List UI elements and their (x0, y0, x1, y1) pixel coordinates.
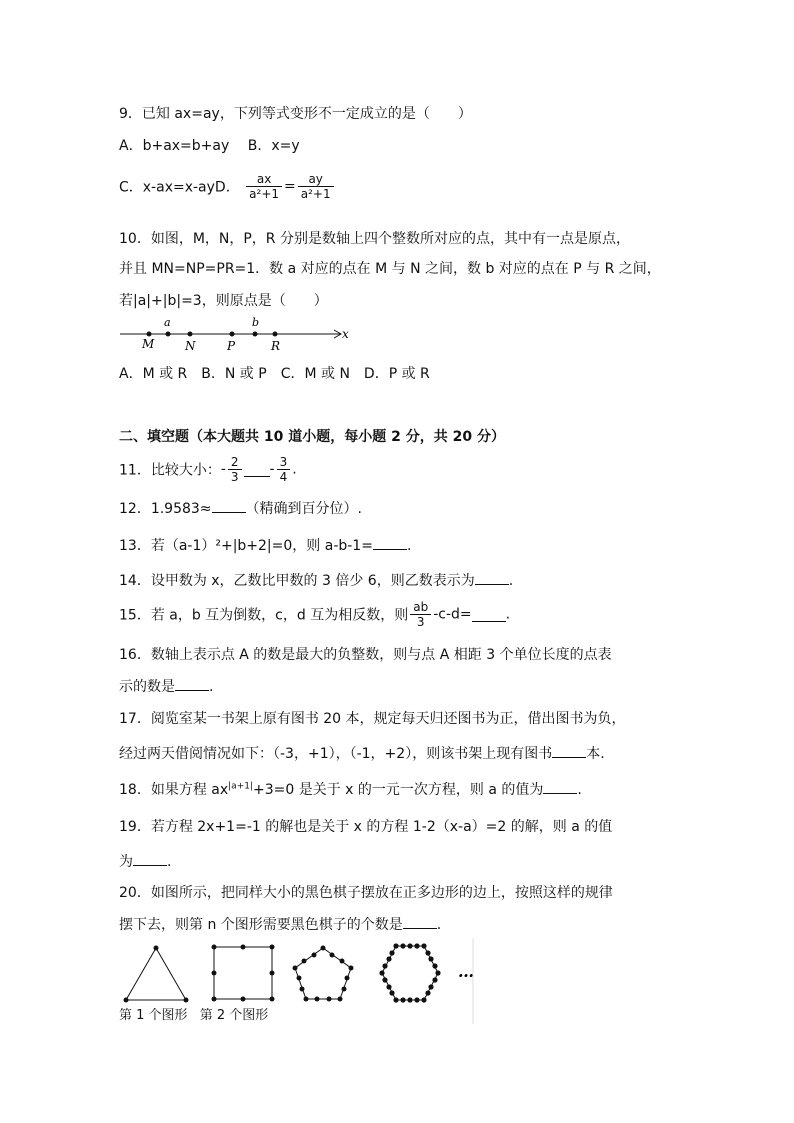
q14-suffix: . (508, 573, 514, 589)
q11-prefix: 11．比较大小： (119, 462, 221, 479)
q12-suffix: （精确到百分位）. (245, 501, 362, 517)
q11-blank[interactable] (244, 463, 270, 477)
q10-line1: 10．如图，M，N，P，R 分别是数轴上四个整数所对应的点，其中有一点是原点， (119, 231, 630, 247)
q16-line1: 16．数轴上表示点 A 的数是最大的负整数，则与点 A 相距 3 个单位长度的点表 (119, 647, 612, 663)
q9-option-d-prefix: D． (214, 179, 240, 196)
figure-3-pentagon (293, 946, 354, 1002)
q19-line2-prefix: 为 (119, 854, 133, 870)
label-r: R (271, 339, 281, 353)
q12-blank[interactable] (212, 499, 246, 513)
q11-minus1: - (220, 461, 226, 478)
q19-line2 (119, 851, 171, 871)
point-m (147, 332, 152, 337)
q11-frac2-den: 4 (279, 470, 288, 484)
q14-prefix: 14．设甲数为 x，乙数比甲数的 3 倍少 6，则乙数表示为 (119, 573, 475, 589)
q15-frac-den: 3 (416, 615, 425, 629)
q10-options: A．M 或 R B．N 或 P C．M 或 N D．P 或 R (119, 366, 430, 382)
q19-blank[interactable] (133, 852, 167, 866)
q9-options-ab (119, 135, 300, 155)
q17-line2 (119, 743, 605, 763)
q11-frac1 (228, 455, 242, 484)
point-a (166, 332, 171, 337)
q10-line2: 并且 MN=NP=PR=1．数 a 对应的点在 M 与 N 之间，数 b 对应的点在 P 与 R 之间， (119, 261, 661, 277)
label-b: b (252, 316, 260, 329)
point-p (230, 332, 235, 337)
figure-1-triangle (124, 946, 189, 1003)
point-r (273, 332, 278, 337)
q15-blank[interactable] (472, 608, 506, 622)
figure-2-square (212, 945, 275, 1002)
axis-x-label: x (342, 327, 349, 341)
q9-stem: 9．已知 ax=ay，下列等式变形不一定成立的是（ ） (119, 106, 472, 122)
q9-option-d-frac2 (298, 172, 334, 201)
q16-line2-prefix: 示的数是 (119, 679, 175, 695)
q13 (119, 535, 411, 555)
q15-suffix: . (505, 606, 511, 623)
caption-figure-2: 第 2 个图形 (199, 1008, 269, 1023)
q9-option-d-eq: = (284, 178, 296, 195)
q13-suffix: . (406, 538, 412, 554)
q17-suffix: 本. (586, 746, 605, 762)
q19-line1: 19．若方程 2x+1=-1 的解也是关于 x 的方程 1-2（x-a）=2 的解，则 a 的值 (119, 819, 613, 835)
figure-4-hexagon (379, 943, 440, 1002)
q18-blank[interactable] (543, 780, 577, 794)
q11 (119, 455, 297, 484)
q13-prefix: 13．若（a-1）²+|b+2|=0，则 a-b-1= (119, 538, 373, 554)
q17-line1: 17．阅览室某一书架上原有图书 20 本，规定每天归还图书为正，借出图书为负， (119, 711, 626, 727)
q14 (119, 570, 513, 590)
q16-line2 (119, 676, 213, 696)
q14-blank[interactable] (475, 571, 509, 585)
q19-suffix: . (167, 854, 172, 870)
q20-blank[interactable] (403, 915, 437, 929)
q9-option-d-frac1 (246, 172, 282, 201)
q18-after: +3=0 是关于 x 的一元一次方程，则 a 的值为 (253, 782, 544, 798)
q15-after: -c-d= (433, 606, 472, 623)
q9-frac1-num: ax (246, 172, 282, 187)
q18-prefix: 18．如果方程 ax (119, 782, 229, 798)
q16-suffix: . (209, 679, 214, 695)
q18-suffix: . (577, 782, 582, 798)
caption-figure-1: 第 1 个图形 (119, 1008, 188, 1023)
q15-prefix: 15．若 a，b 互为倒数，c，d 互为相反数，则 (119, 607, 409, 624)
q9-option-b: B．x=y (247, 138, 300, 154)
label-p: P (227, 339, 236, 353)
q9-options-cd (119, 172, 336, 201)
section-2-title: 二、填空题（本大题共 10 道小题，每小题 2 分，共 20 分） (119, 429, 505, 445)
q20-suffix: . (436, 917, 442, 933)
q9-frac2-num: ay (298, 172, 334, 187)
q15-frac-num: ab (410, 600, 431, 615)
q9-option-c: C．x-ax=x-ay (119, 179, 215, 196)
q11-frac1-num: 2 (228, 455, 242, 470)
q11-frac1-den: 3 (230, 470, 239, 484)
q11-minus2: - (269, 461, 275, 478)
label-a: a (164, 316, 171, 329)
q9-frac1-den: a²+1 (249, 187, 280, 201)
q10-number-line (118, 314, 358, 354)
label-m: M (142, 337, 155, 351)
figure-captions (119, 1004, 268, 1023)
q11-frac2 (277, 455, 291, 484)
q18 (119, 779, 582, 799)
q20-line1: 20．如图所示，把同样大小的黑色棋子摆放在正多边形的边上，按照这样的规律 (119, 885, 613, 901)
q15 (119, 600, 510, 629)
q17-line2-prefix: 经过两天借阅情况如下：（-3，+1），（-1，+2），则该书架上现有图书 (119, 746, 553, 762)
q20-line2 (119, 914, 441, 934)
q12-prefix: 12．1.9583≈ (119, 501, 212, 517)
q13-blank[interactable] (373, 536, 407, 550)
q20-line2-prefix: 摆下去，则第 n 个图形需要黑色棋子的个数是 (119, 917, 403, 933)
q17-blank[interactable] (552, 744, 586, 758)
figure-ellipsis: … (458, 962, 474, 981)
point-n (188, 332, 193, 337)
q11-suffix: . (292, 461, 297, 478)
q15-frac (410, 600, 431, 629)
label-n: N (185, 339, 196, 353)
q10-line3: 若|a|+|b|=3，则原点是（ ） (119, 293, 328, 309)
q16-blank[interactable] (175, 677, 209, 691)
q9-frac2-den: a²+1 (300, 187, 331, 201)
q12 (119, 498, 362, 518)
point-b (253, 332, 258, 337)
q9-option-a: A．b+ax=b+ay (119, 138, 230, 154)
q11-frac2-num: 3 (277, 455, 291, 470)
q18-exponent: |a+1| (228, 781, 253, 792)
